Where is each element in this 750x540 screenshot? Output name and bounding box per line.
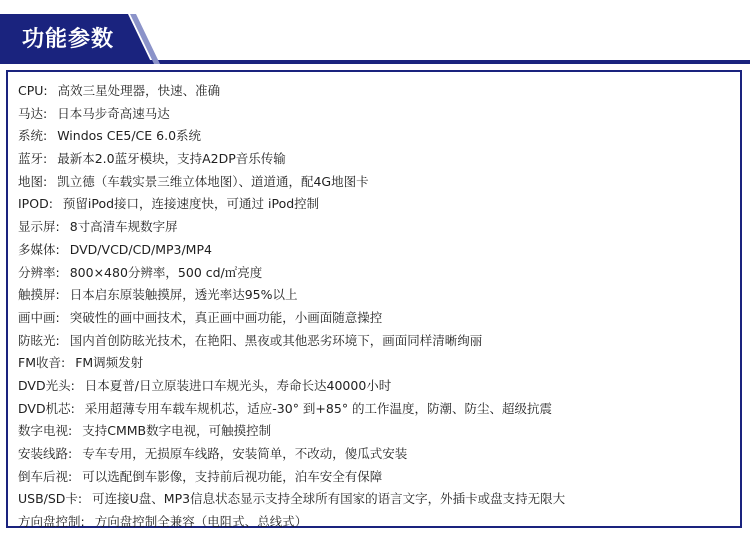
spec-row — [18, 398, 732, 421]
spec-row — [18, 511, 732, 534]
spec-row — [18, 171, 732, 194]
spec-label: 系统: — [18, 128, 48, 144]
spec-value: 支持CMMB数字电视，可触摸控制 — [82, 423, 272, 439]
spec-label: 分辨率: — [18, 264, 60, 280]
spec-row — [18, 193, 732, 216]
spec-panel — [6, 70, 742, 528]
spec-value: 800×480分辨率，500 cd/㎡亮度 — [69, 264, 263, 280]
spec-row — [18, 420, 732, 443]
spec-row — [18, 330, 732, 353]
spec-row — [18, 216, 732, 239]
spec-row — [18, 103, 732, 126]
spec-value: 日本启东原装触摸屏，透光率达95%以上 — [69, 287, 298, 303]
spec-value: 日本马步奇高速马达 — [57, 105, 170, 121]
spec-label: CPU: — [18, 83, 48, 98]
section-title: 功能参数 — [22, 27, 115, 52]
spec-row — [18, 488, 732, 511]
spec-label: 数字电视: — [18, 423, 73, 439]
spec-row — [18, 80, 732, 103]
spec-label: IPOD: — [18, 196, 53, 212]
spec-value: 日本夏普/日立原装进口车规光头，寿命长达40000小时 — [84, 377, 392, 393]
spec-label: 蓝牙: — [18, 151, 48, 167]
spec-value: 可以选配倒车影像，支持前后视功能，泊车安全有保障 — [82, 468, 383, 484]
spec-list — [18, 80, 732, 534]
spec-row — [18, 284, 732, 307]
spec-row — [18, 466, 732, 489]
spec-label: 安装线路: — [18, 446, 73, 461]
spec-label: 多媒体: — [18, 241, 60, 257]
spec-value: 预留iPod接口，连接速度快，可通过 iPod控制 — [62, 196, 320, 212]
spec-value: Windos CE5/CE 6.0系统 — [57, 128, 202, 144]
spec-value: 方向盘控制全兼容（电阻式、总线式） — [94, 514, 308, 530]
spec-label: 马达: — [18, 105, 48, 121]
spec-row — [18, 125, 732, 148]
spec-value: 可连接U盘、MP3信息状态显示支持全球所有国家的语言文字，外插卡或盘支持无限大 — [92, 491, 566, 507]
spec-label: DVD机芯: — [18, 400, 75, 416]
spec-label: 显示屏: — [18, 219, 60, 235]
spec-value: 高效三星处理器，快速、准确 — [57, 83, 221, 98]
spec-row — [18, 443, 732, 466]
spec-label: 方向盘控制: — [18, 514, 85, 530]
spec-row — [18, 375, 732, 398]
spec-value: 8寸高清车规数字屏 — [69, 219, 178, 235]
spec-value: DVD/VCD/CD/MP3/MP4 — [69, 241, 212, 257]
spec-value: 专车专用，无损原车线路，安装简单，不改动，傻瓜式安装 — [82, 446, 408, 461]
spec-value: 最新本2.0蓝牙模块，支持A2DP音乐传输 — [57, 151, 286, 167]
spec-value: 采用超薄专用车载车规机芯，适应-30° 到+85° 的工作温度，防潮、防尘、超级抗震 — [84, 400, 553, 416]
spec-value: 凯立德（车载实景三维立体地图）、道道通，配4G地图卡 — [57, 173, 369, 189]
spec-row — [18, 239, 732, 262]
spec-value: 国内首创防眩光技术，在艳阳、黑夜或其他恶劣环境下，画面同样清晰绚丽 — [69, 332, 483, 348]
spec-label: 倒车后视: — [18, 468, 73, 484]
spec-label: FM收音: — [18, 355, 66, 371]
spec-label: 画中画: — [18, 309, 60, 325]
spec-label: USB/SD卡: — [18, 491, 83, 507]
spec-label: DVD光头: — [18, 377, 75, 393]
spec-label: 防眩光: — [18, 332, 60, 348]
spec-label: 触摸屏: — [18, 287, 60, 303]
spec-row — [18, 148, 732, 171]
spec-row — [18, 262, 732, 285]
spec-row — [18, 307, 732, 330]
section-header — [0, 0, 750, 66]
spec-row — [18, 352, 732, 375]
spec-value: FM调频发射 — [75, 355, 144, 371]
spec-label: 地图: — [18, 173, 48, 189]
spec-value: 突破性的画中画技术，真正画中画功能，小画面随意操控 — [69, 309, 383, 325]
